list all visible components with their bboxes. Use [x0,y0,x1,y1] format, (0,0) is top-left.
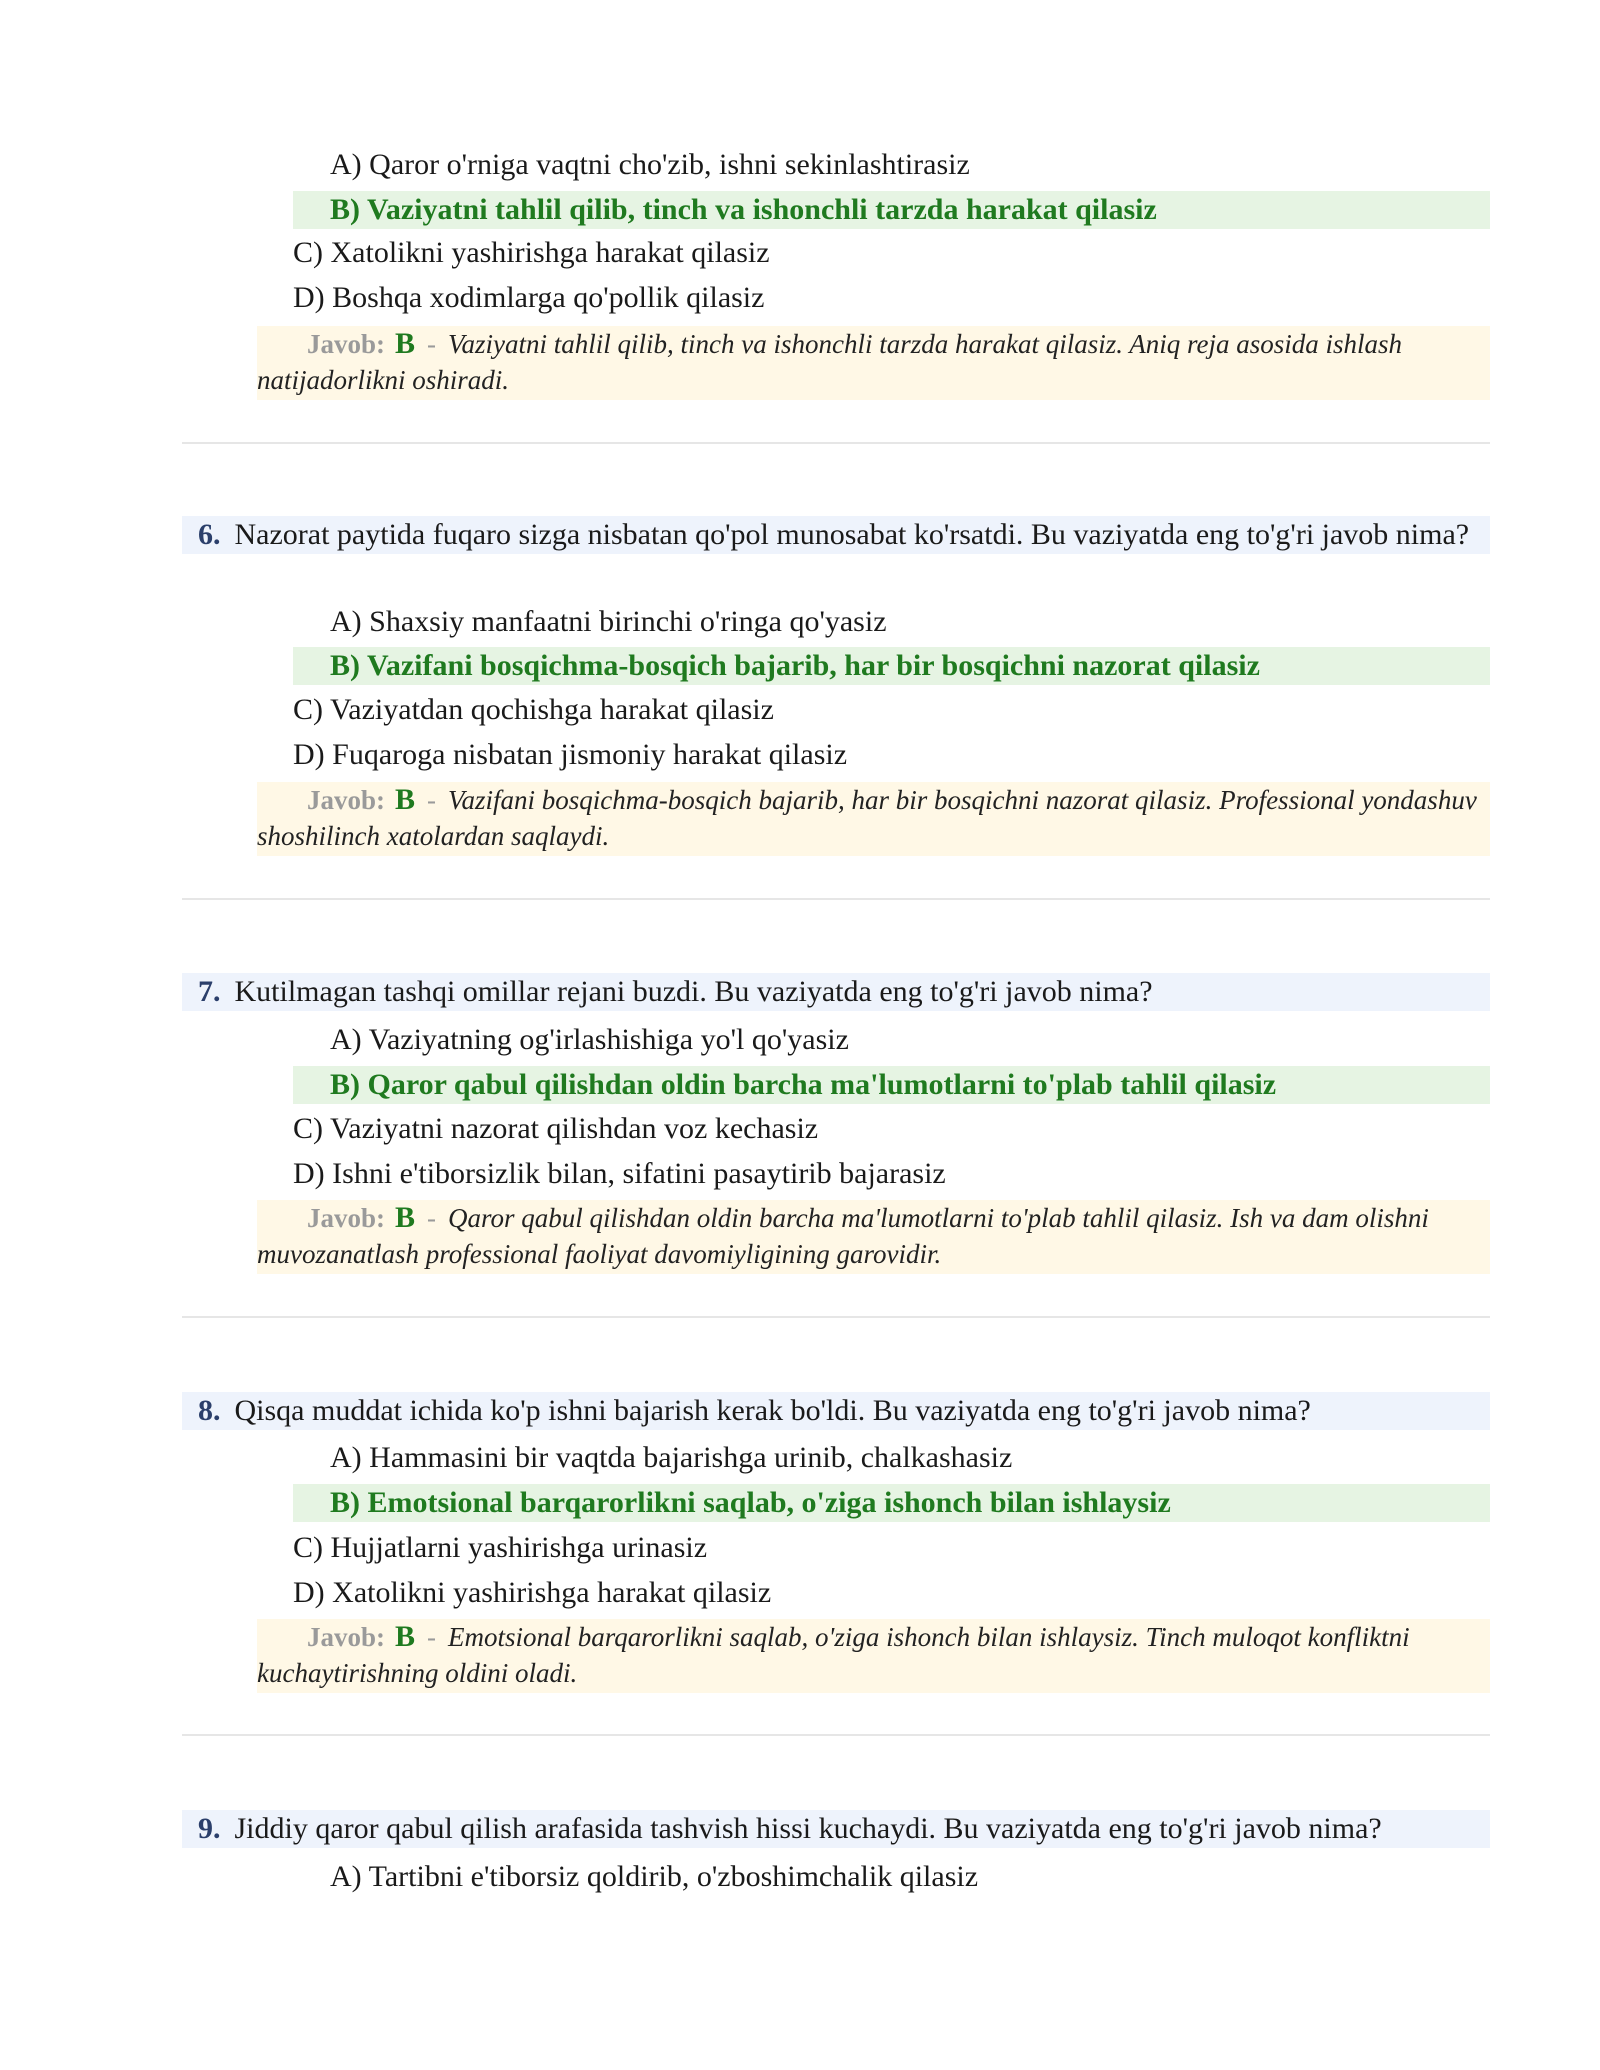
option-a: A) Shaxsiy manfaatni birinchi o'ringa qo'yasiz [330,605,887,638]
answer-letter: B [395,1201,416,1234]
answer-label: Javob: [307,329,386,359]
question-8 [182,1392,1490,1430]
answer-letter: B [395,327,416,360]
question-text: Kutilmagan tashqi omillar rejani buzdi. Bu vaziyatda eng to'g'ri javob nima? [234,975,1153,1008]
divider [182,898,1490,900]
answer-dash: - [427,1622,437,1652]
answer-dash: - [427,785,437,815]
divider [182,442,1490,444]
question-7 [182,973,1490,1011]
option-a: A) Vaziyatning og'irlashishiga yo'l qo'yasiz [330,1023,849,1056]
divider [182,1734,1490,1736]
option-b-correct: B) Qaror qabul qilishdan oldin barcha ma'lumotlarni to'plab tahlil qilasiz [293,1066,1490,1104]
answer-box [257,782,1490,856]
answer-box [257,1200,1490,1274]
option-a: A) Tartibni e'tiborsiz qoldirib, o'zboshimchalik qilasiz [330,1860,979,1893]
question-number: 7. [198,975,221,1008]
option-d: D) Boshqa xodimlarga qo'pollik qilasiz [293,281,765,314]
answer-text: Qaror qabul qilishdan oldin barcha ma'lumotlarni to'plab tahlil qilasiz. Ish va dam olishni muvozanatlash professional faoliyat davomiyligining garovidir. [257,1203,1429,1269]
answer-label: Javob: [307,1203,386,1233]
question-9 [182,1810,1490,1848]
answer-text: Emotsional barqarorlikni saqlab, o'ziga ishonch bilan ishlaysiz. Tinch muloqot konfliktni kuchaytirishning oldini oladi. [257,1622,1410,1688]
option-c: C) Xatolikni yashirishga harakat qilasiz [293,236,770,269]
question-text: Jiddiy qaror qabul qilish arafasida tashvish hissi kuchaydi. Bu vaziyatda eng to'g'ri javob nima? [234,1812,1382,1845]
option-b-correct: B) Vaziyatni tahlil qilib, tinch va ishonchli tarzda harakat qilasiz [293,191,1490,229]
answer-label: Javob: [307,785,386,815]
question-text: Nazorat paytida fuqaro sizga nisbatan qo'pol munosabat ko'rsatdi. Bu vaziyatda eng to'g'ri javob nima? [234,518,1470,551]
option-d: D) Xatolikni yashirishga harakat qilasiz [293,1576,772,1609]
answer-text: Vaziyatni tahlil qilib, tinch va ishonchli tarzda harakat qilasiz. Aniq reja asosida ishlash natijadorlikni oshiradi. [257,329,1403,395]
option-c: C) Vaziyatni nazorat qilishdan voz kechasiz [293,1112,819,1145]
option-d: D) Ishni e'tiborsizlik bilan, sifatini pasaytirib bajarasiz [293,1157,946,1190]
option-d: D) Fuqaroga nisbatan jismoniy harakat qilasiz [293,738,848,771]
question-number: 8. [198,1394,221,1427]
question-number: 9. [198,1812,221,1845]
option-a: A) Qaror o'rniga vaqtni cho'zib, ishni sekinlashtirasiz [330,148,970,181]
answer-box [257,1619,1490,1693]
option-c: C) Vaziyatdan qochishga harakat qilasiz [293,693,774,726]
answer-letter: B [395,1620,416,1653]
divider [182,1316,1490,1318]
question-6 [182,516,1490,554]
option-c: C) Hujjatlarni yashirishga urinasiz [293,1531,708,1564]
option-b-correct: B) Vazifani bosqichma-bosqich bajarib, har bir bosqichni nazorat qilasiz [293,647,1490,685]
question-number: 6. [198,518,221,551]
answer-text: Vazifani bosqichma-bosqich bajarib, har bir bosqichni nazorat qilasiz. Professional yondashuv shoshilinch xatolardan saqlaydi. [257,785,1477,851]
answer-dash: - [427,1203,437,1233]
option-a: A) Hammasini bir vaqtda bajarishga urinib, chalkashasiz [330,1441,1013,1474]
question-text: Qisqa muddat ichida ko'p ishni bajarish kerak bo'ldi. Bu vaziyatda eng to'g'ri javob nima? [234,1394,1311,1427]
option-b-correct: B) Emotsional barqarorlikni saqlab, o'ziga ishonch bilan ishlaysiz [293,1484,1490,1522]
answer-box [257,326,1490,400]
answer-letter: B [395,783,416,816]
answer-label: Javob: [307,1622,386,1652]
answer-dash: - [427,329,437,359]
